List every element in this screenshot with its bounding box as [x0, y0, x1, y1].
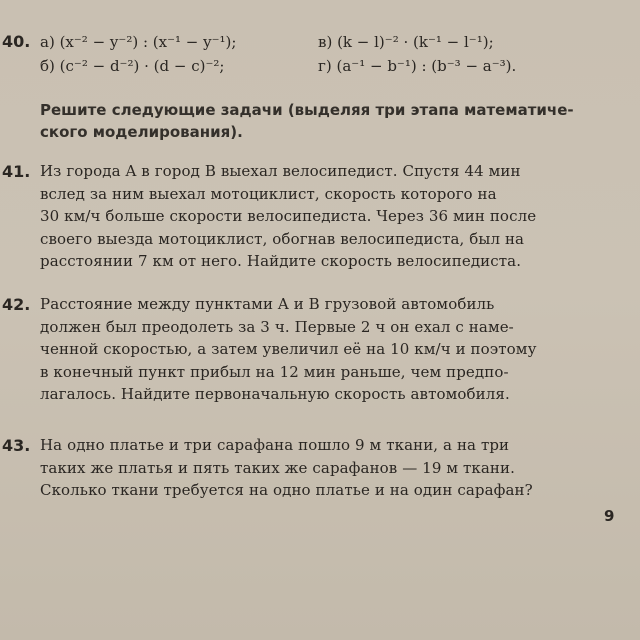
- problem-40-left-column: [40, 30, 236, 78]
- problem-40-item-v: [318, 30, 516, 54]
- text-line: расстоянии 7 км от него. Найдите скорость велосипедиста.: [40, 252, 522, 271]
- text-line: Решите следующие задачи (выделяя три этапа математиче-: [40, 101, 574, 119]
- item-label: в): [318, 33, 333, 51]
- text-line: должен был преодолеть за 3 ч. Первые 2 ч он ехал с наме-: [40, 317, 514, 336]
- problem-number: 40.: [2, 32, 31, 51]
- item-expression: (k − l)⁻² · (k⁻¹ − l⁻¹);: [337, 33, 494, 51]
- text-line: На одно платье и три сарафана пошло 9 м ткани, а на три: [40, 436, 510, 454]
- problem-40-item-g: [318, 54, 516, 78]
- problem-text: [40, 434, 616, 502]
- text-line: 30 км/ч больше скорости велосипедиста. Через 36 мин после: [40, 207, 537, 226]
- problem-40-item-a: [40, 30, 236, 54]
- text-line: Из города A в город B выехал велосипедист. Спустя 44 мин: [40, 162, 521, 180]
- item-expression: (c⁻² − d⁻²) · (d − c)⁻²;: [59, 57, 225, 75]
- problem-number: 41.: [2, 162, 31, 181]
- text-line: лагалось. Найдите первоначальную скорость автомобиля.: [40, 385, 510, 404]
- text-line: своего выезда мотоциклист, обогнав велосипедиста, был на: [40, 229, 525, 248]
- text-line: Расстояние между пунктами A и B грузовой автомобиль: [40, 295, 495, 313]
- text-line: таких же платья и пять таких же сарафанов — 19 м ткани.: [40, 458, 515, 477]
- problem-number: 43.: [2, 436, 31, 455]
- text-line: ченной скоростью, а затем увеличил её на 10 км/ч и поэтому: [40, 340, 537, 359]
- problem-text: [40, 293, 616, 406]
- section-instruction: [40, 99, 620, 143]
- text-line: ского моделирования).: [40, 123, 243, 141]
- item-label: г): [318, 57, 332, 75]
- text-line: Сколько ткани требуется на одно платье и на один сарафан?: [40, 481, 533, 500]
- item-label: а): [40, 33, 55, 51]
- problem-text: [40, 160, 616, 273]
- item-expression: (a⁻¹ − b⁻¹) : (b⁻³ − a⁻³).: [336, 57, 517, 75]
- text-line: в конечный пункт прибыл на 12 мин раньше, чем предпо-: [40, 362, 509, 381]
- item-label: б): [40, 57, 55, 75]
- problem-number: 42.: [2, 295, 31, 314]
- item-expression: (x⁻² − y⁻²) : (x⁻¹ − y⁻¹);: [59, 33, 237, 51]
- problem-40-item-b: [40, 54, 236, 78]
- text-line: вслед за ним выехал мотоциклист, скорость которого на: [40, 184, 497, 203]
- page-number: 9: [604, 507, 615, 525]
- problem-40-right-column: [318, 30, 516, 78]
